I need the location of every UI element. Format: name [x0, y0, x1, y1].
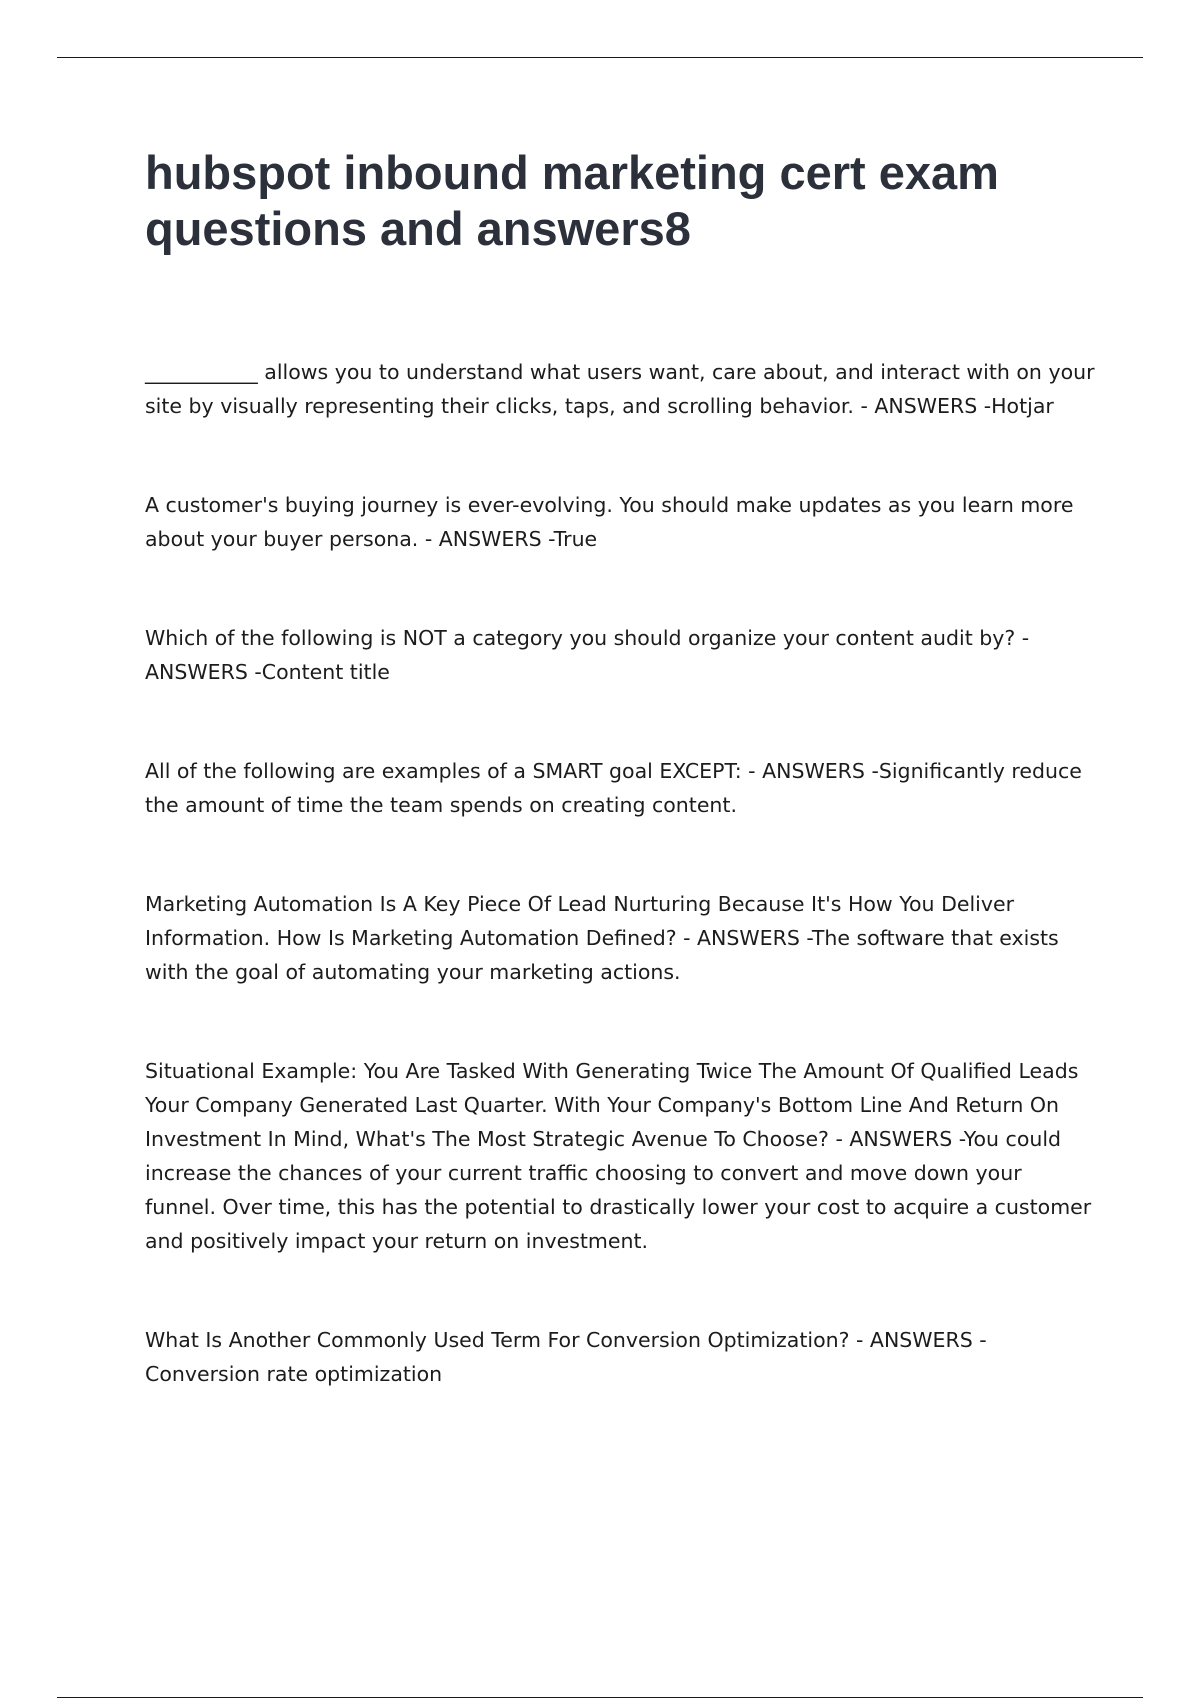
qa-item-6: Situational Example: You Are Tasked With Generating Twice The Amount Of Qualified Leads Your Company Generated Last Quarter. With Your Company's Bottom Line And Return On Investment In Mind, What's The Most Strategic Avenue To Choose? - ANSWERS -You could increase the chances of your current traffic choosing to convert and move down your funnel. Over time, this has the potential to drastically lower your cost to acquire a customer and positively impact your return on investment. [145, 1059, 1092, 1253]
qa-list [145, 355, 1095, 1456]
qa-item-1: ___________ allows you to understand what users want, care about, and interact with on your site by visually representing their clicks, taps, and scrolling behavior. - ANSWERS -Hotjar [145, 360, 1095, 418]
top-divider [57, 57, 1143, 58]
qa-item-2: A customer's buying journey is ever-evolving. You should make updates as you learn more about your buyer persona. - ANSWERS -True [145, 493, 1074, 551]
bottom-divider [57, 1697, 1143, 1698]
qa-item-7: What Is Another Commonly Used Term For Conversion Optimization? - ANSWERS -Conversion rate optimization [145, 1328, 987, 1386]
qa-item-5: Marketing Automation Is A Key Piece Of Lead Nurturing Because It's How You Deliver Information. How Is Marketing Automation Defined? - ANSWERS -The software that exists with the goal of automating your marketing actions. [145, 892, 1059, 984]
page-title: hubspot inbound marketing cert exam questions and answers8 [145, 146, 999, 255]
qa-item-3: Which of the following is NOT a category you should organize your content audit by? - ANSWERS -Content title [145, 626, 1030, 684]
qa-item-4: All of the following are examples of a SMART goal EXCEPT: - ANSWERS -Significantly reduce the amount of time the team spends on creating content. [145, 759, 1082, 817]
